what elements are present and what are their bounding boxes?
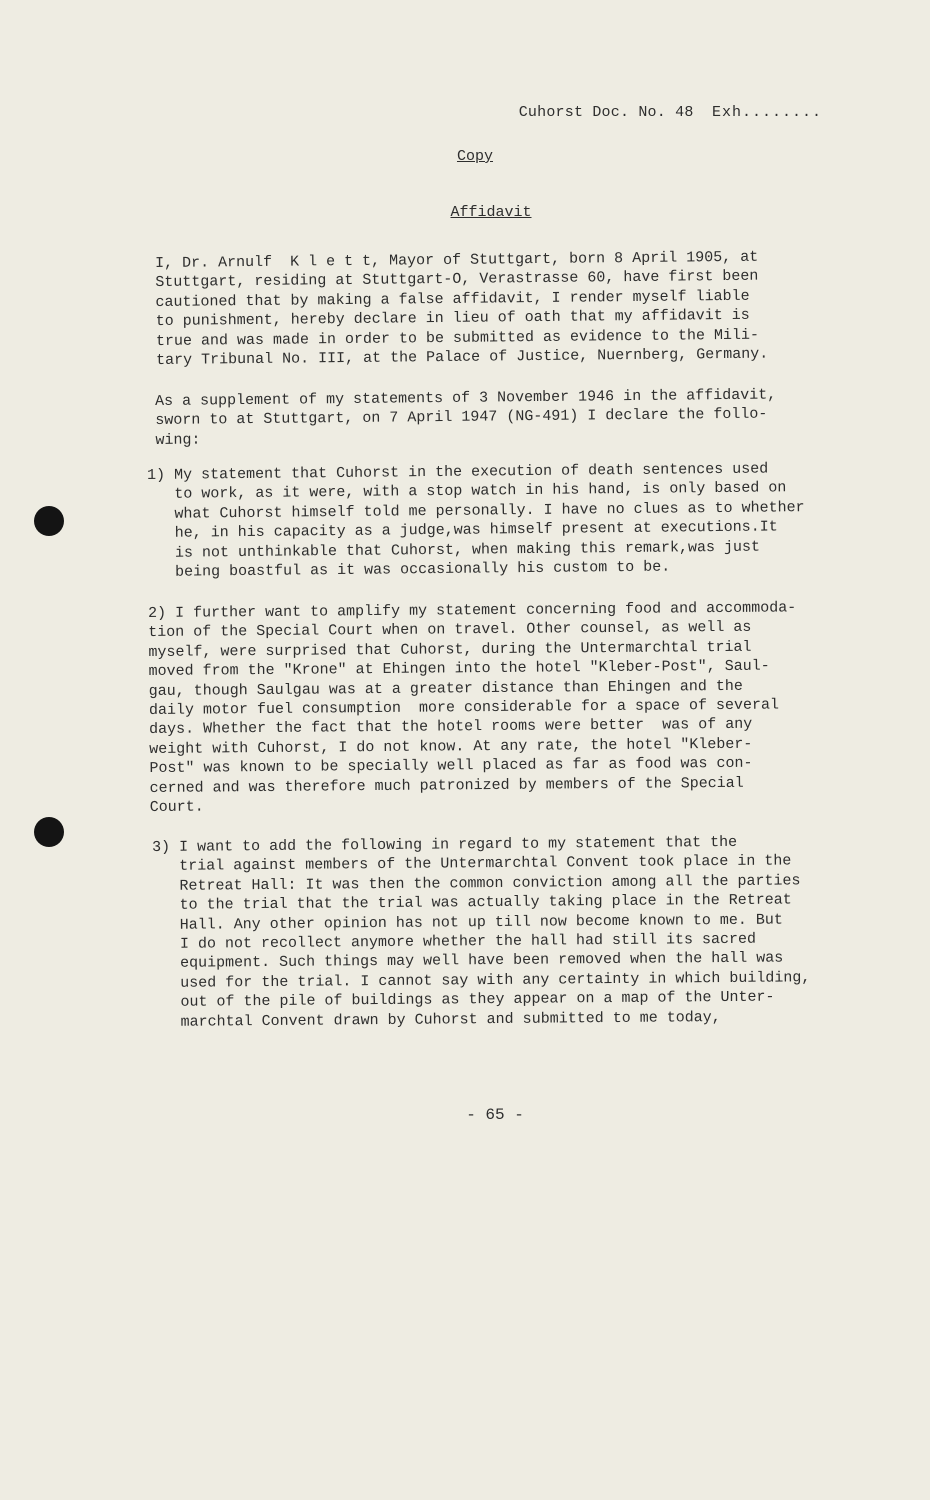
text-line: being boastful as it was occasionally his custom to be. xyxy=(148,558,671,582)
text-line: trial against members of the Untermarchtal Convent took place in the xyxy=(152,852,792,876)
text-line: wing: xyxy=(155,431,201,449)
text-line: true and was made in order to be submitted as evidence to the Mili- xyxy=(155,326,760,350)
text-line: I do not recollect anymore whether the hall had still its sacred xyxy=(152,930,757,954)
text-line: equipment. Such things may well have been removed when the hall was xyxy=(153,949,784,973)
text-line: weight with Cuhorst, I do not know. At any rate, the hotel "Kleber- xyxy=(149,735,753,758)
text-line: what Cuhorst himself told me personally. I have no clues as to whether xyxy=(147,498,805,523)
text-line: is not unthinkable that Cuhorst, when making this remark,was just xyxy=(147,538,761,562)
text-line: sworn to at Stuttgart, on 7 April 1947 (NG-491) I declare the follo- xyxy=(155,405,768,430)
doc-reference: Cuhorst Doc. No. 48 xyxy=(518,104,694,121)
exhibit-number: Exh........ xyxy=(711,104,822,121)
text-line: Hall. Any other opinion has not up till now become known to me. But xyxy=(152,911,783,934)
document-title: Affidavit xyxy=(450,204,532,221)
text-line: tary Tribunal No. III, at the Palace of Justice, Nuernberg, Germany. xyxy=(156,345,769,370)
copy-heading: Copy xyxy=(456,148,493,165)
document-header xyxy=(519,104,822,121)
text-line: to the trial that the trial was actually taking place in the Retreat xyxy=(152,891,792,915)
text-line: gau, though Saulgau was at a greater distance than Ehingen and the xyxy=(148,677,743,700)
text-line: he, in his capacity as a judge,was himself present at executions.It xyxy=(147,518,778,543)
punch-hole xyxy=(34,817,64,847)
paragraph-intro xyxy=(155,247,836,371)
text-line: used for the trial. I cannot say with any certainty in which building, xyxy=(153,969,811,992)
text-line: marchtal Convent drawn by Cuhorst and submitted to me today, xyxy=(153,1008,721,1031)
text-line: Stuttgart, residing at Stuttgart-O, Verastrasse 60, have first been xyxy=(155,268,759,292)
text-line: cerned and was therefore much patronized by members of the Special xyxy=(149,774,744,797)
text-line: myself, were surprised that Cuhorst, during the Untermarchtal trial xyxy=(148,638,752,661)
paragraph-supplement xyxy=(155,385,836,450)
text-line: daily motor fuel consumption more considerable for a space of several xyxy=(148,696,780,720)
text-line: 1) My statement that Cuhorst in the execution of death sentences used xyxy=(147,460,769,484)
text-line: cautioned that by making a false affidavit, I render myself liable xyxy=(155,287,750,311)
text-line: Retreat Hall: It was then the common conviction among all the parties xyxy=(152,872,801,895)
text-line: days. Whether the fact that the hotel rooms were better was of any xyxy=(149,716,753,739)
text-line: 2) I further want to amplify my statement concerning food and accommoda- xyxy=(148,599,797,622)
paragraph-point-2 xyxy=(148,598,830,817)
text-line: to punishment, hereby declare in lieu of oath that my affidavit is xyxy=(155,306,750,331)
text-line: Court. xyxy=(149,798,204,817)
punch-hole xyxy=(34,506,64,536)
paragraph-point-3 xyxy=(152,832,834,1032)
text-line: 3) I want to add the following in regard to my statement that the xyxy=(152,833,738,856)
text-line: As a supplement of my statements of 3 November 1946 in the affidavit, xyxy=(155,386,777,410)
text-line: Post" was known to be specially well placed as far as food was con- xyxy=(149,754,753,778)
text-line: to work, as it were, with a stop watch in his hand, is only based on xyxy=(147,479,787,504)
text-line: tion of the Special Court when on travel. Other counsel, as well as xyxy=(148,619,752,642)
text-line: moved from the "Krone" at Ehingen into the hotel "Kleber-Post", Saul- xyxy=(148,657,770,681)
text-line: I, Dr. Arnulf K l e t t, Mayor of Stuttgart, born 8 April 1905, at xyxy=(155,248,759,272)
text-line: out of the pile of buildings as they appear on a map of the Unter- xyxy=(153,988,775,1012)
paragraph-point-1 xyxy=(147,459,828,583)
page-number: - 65 - xyxy=(466,1106,524,1124)
